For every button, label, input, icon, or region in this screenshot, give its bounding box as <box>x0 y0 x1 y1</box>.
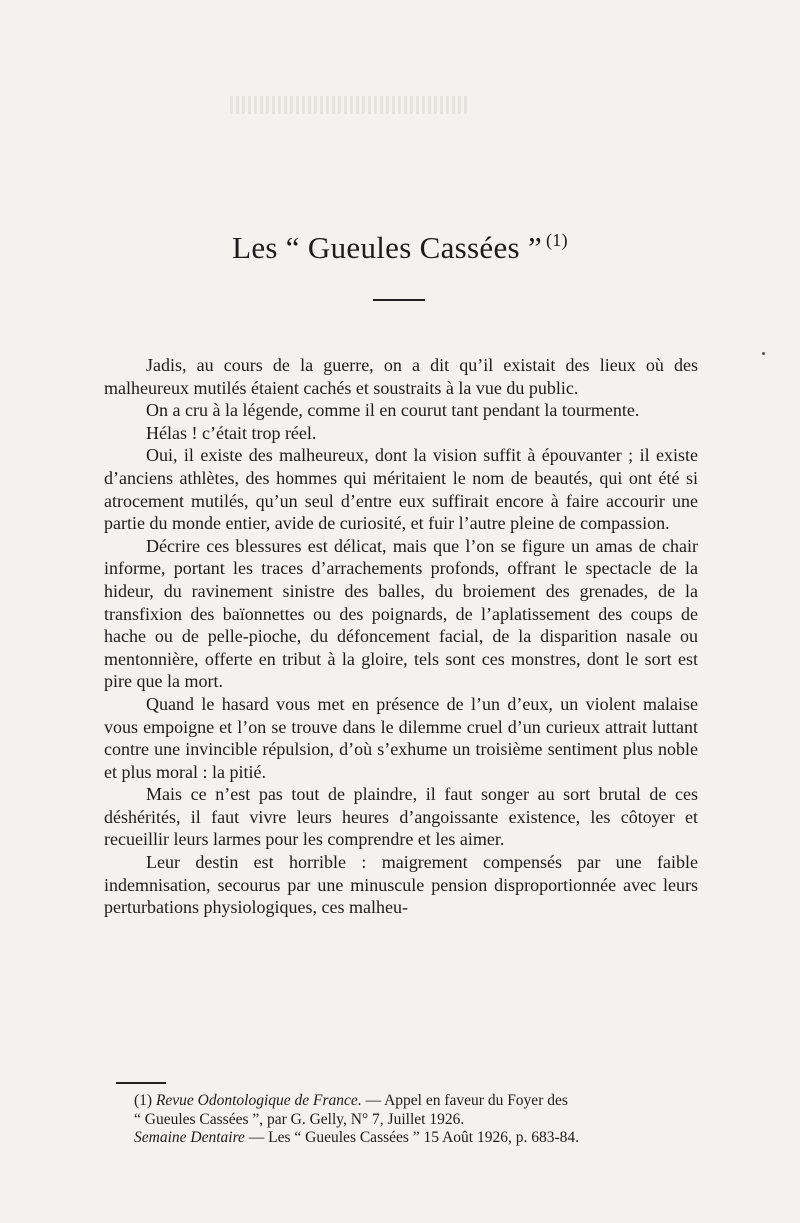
paragraph: Hélas ! c’était trop réel. <box>146 422 317 443</box>
footnote-source1-rest: — Appel en faveur du Foyer des <box>361 1092 568 1109</box>
footnotes <box>134 1092 708 1148</box>
footnote-source2-title: Semaine Dentaire <box>134 1129 245 1146</box>
article-title <box>0 218 800 270</box>
footnote-line-2: “ Gueules Cassées ”, par G. Gelly, N° 7, Juillet 1926. <box>134 1110 465 1128</box>
footnote-line-1 <box>134 1092 708 1111</box>
paragraph: On a cru à la légende, comme il en courut tant pendant la tourmente. <box>146 400 640 421</box>
paper-speck <box>762 352 765 355</box>
title-footnote-marker: (1) <box>546 230 568 250</box>
paragraph: Décrire ces blessures est délicat, mais que l’on se figure un amas de chair informe, portant les traces d’arrachements profonds, offrant le spectacle de la hideur, du ravinement sinistre des balles, du broiement des grenades, de la transfixion des baïonnettes ou des poignards, de l’aplatissement des coups de hache ou de pelle-pioche, du défoncement facial, de la disparition nasale ou mentonnière, offerte en tribut à la gloire, tels sont ces monstres, dont le sort est pire que la mort. <box>104 535 698 692</box>
footnote-source2-rest: — Les “ Gueules Cassées ” 15 Août 1926, p. 683-84. <box>244 1129 579 1146</box>
title-divider <box>373 299 425 301</box>
paragraph: Leur destin est horrible : maigrement compensés par une faible indemnisation, secourus par une minuscule pension disproportionnée avec leurs perturbations physiologiques, ces malheu- <box>104 852 698 918</box>
article-body <box>104 354 698 919</box>
paragraph: Mais ce n’est pas tout de plaindre, il faut songer au sort brutal de ces déshérités, il faut vivre leurs heures d’angoissante existence, les côtoyer et recueillir leurs larmes pour les comprendre et les aimer. <box>104 784 698 850</box>
title-text: Les “ Gueules Cassées ” <box>232 230 543 265</box>
paragraph: Jadis, au cours de la guerre, on a dit qu’il existait des lieux où des malheureux mutilés étaient cachés et soustraits à la vue du public. <box>104 355 698 398</box>
footnote-line-3 <box>134 1129 708 1148</box>
footnote-source1-title: Revue Odontologique de France. <box>155 1092 362 1109</box>
bleed-through-header <box>230 96 470 114</box>
paragraph: Quand le hasard vous met en présence de l’un d’eux, un violent malaise vous empoigne et l’on se trouve dans le dilemme cruel d’un curieux attrait luttant contre une invincible répulsion, d’où s’exhume un troisième sentiment plus noble et plus moral : la pitié. <box>104 693 698 782</box>
footnote-marker: (1) <box>134 1092 153 1109</box>
footnote-divider <box>116 1082 166 1084</box>
paragraph: Oui, il existe des malheureux, dont la vision suffit à épouvanter ; il existe d’anciens athlètes, des hommes qui méritaient le nom de beautés, qui ont été si atrocement mutilés, qu’un seul d’entre eux suffirait encore à faire accourir une partie du monde entier, avide de curiosité, et fuir l’autre pleine de compassion. <box>104 445 698 534</box>
